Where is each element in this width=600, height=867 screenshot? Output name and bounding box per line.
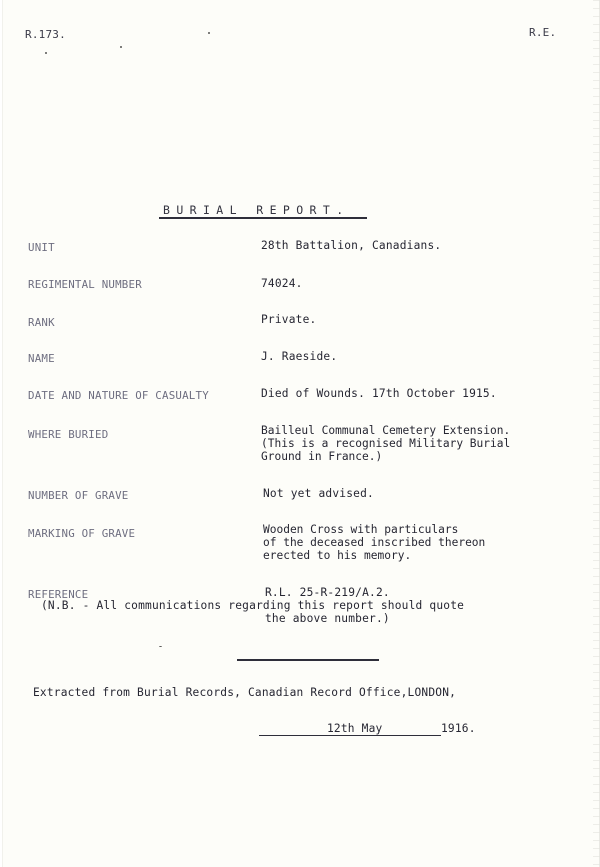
field-label-where-buried: WHERE BURIED: [28, 428, 109, 441]
extracted-from-line: Extracted from Burial Records, Canadian Record Office,LONDON,: [33, 686, 457, 699]
page-edge-marks: [593, 0, 600, 867]
paper-speck: [208, 32, 210, 34]
paper-speck: [159, 646, 162, 647]
field-value-name: J. Raeside.: [261, 350, 338, 363]
field-value-where-buried: Bailleul Communal Cemetery Extension. (This is a recognised Military Burial Ground in France.): [261, 424, 511, 463]
reference-note: (N.B. - All communications regarding this report should quote: [41, 599, 465, 612]
footer-date-year: 1916.: [441, 722, 476, 735]
field-value-marking-of-grave: Wooden Cross with particulars of the deceased inscribed thereon erected to his memory.: [263, 523, 486, 562]
paper-speck: [120, 46, 122, 48]
field-label-rank: RANK: [28, 316, 55, 329]
field-label-marking-of-grave: MARKING OF GRAVE: [28, 527, 136, 540]
date-underline: [259, 735, 441, 736]
footer-date-day: 12th May: [327, 722, 383, 735]
field-label-casualty: DATE AND NATURE OF CASUALTY: [28, 389, 209, 402]
document-page: [2, 0, 600, 867]
field-label-unit: UNIT: [28, 241, 55, 254]
reference-note-continued: the above number.): [265, 612, 390, 625]
paper-speck: [45, 52, 47, 54]
header-left-ref: R.173.: [25, 28, 66, 41]
field-label-number-of-grave: NUMBER OF GRAVE: [28, 489, 129, 502]
field-value-regimental-number: 74024.: [261, 277, 303, 290]
report-title: BURIAL REPORT.: [163, 203, 350, 217]
field-label-regimental-number: REGIMENTAL NUMBER: [28, 278, 142, 291]
field-value-reference: R.L. 25-R-219/A.2.: [265, 586, 390, 599]
title-underline: [159, 217, 367, 219]
separator-line: [237, 659, 379, 661]
field-value-number-of-grave: Not yet advised.: [263, 487, 374, 500]
header-right-ref: R.E.: [529, 26, 557, 39]
field-value-casualty: Died of Wounds. 17th October 1915.: [261, 387, 497, 400]
field-value-unit: 28th Battalion, Canadians.: [261, 239, 442, 252]
field-label-name: NAME: [28, 352, 55, 365]
field-value-rank: Private.: [261, 313, 317, 326]
field-label-reference: REFERENCE: [28, 588, 89, 601]
